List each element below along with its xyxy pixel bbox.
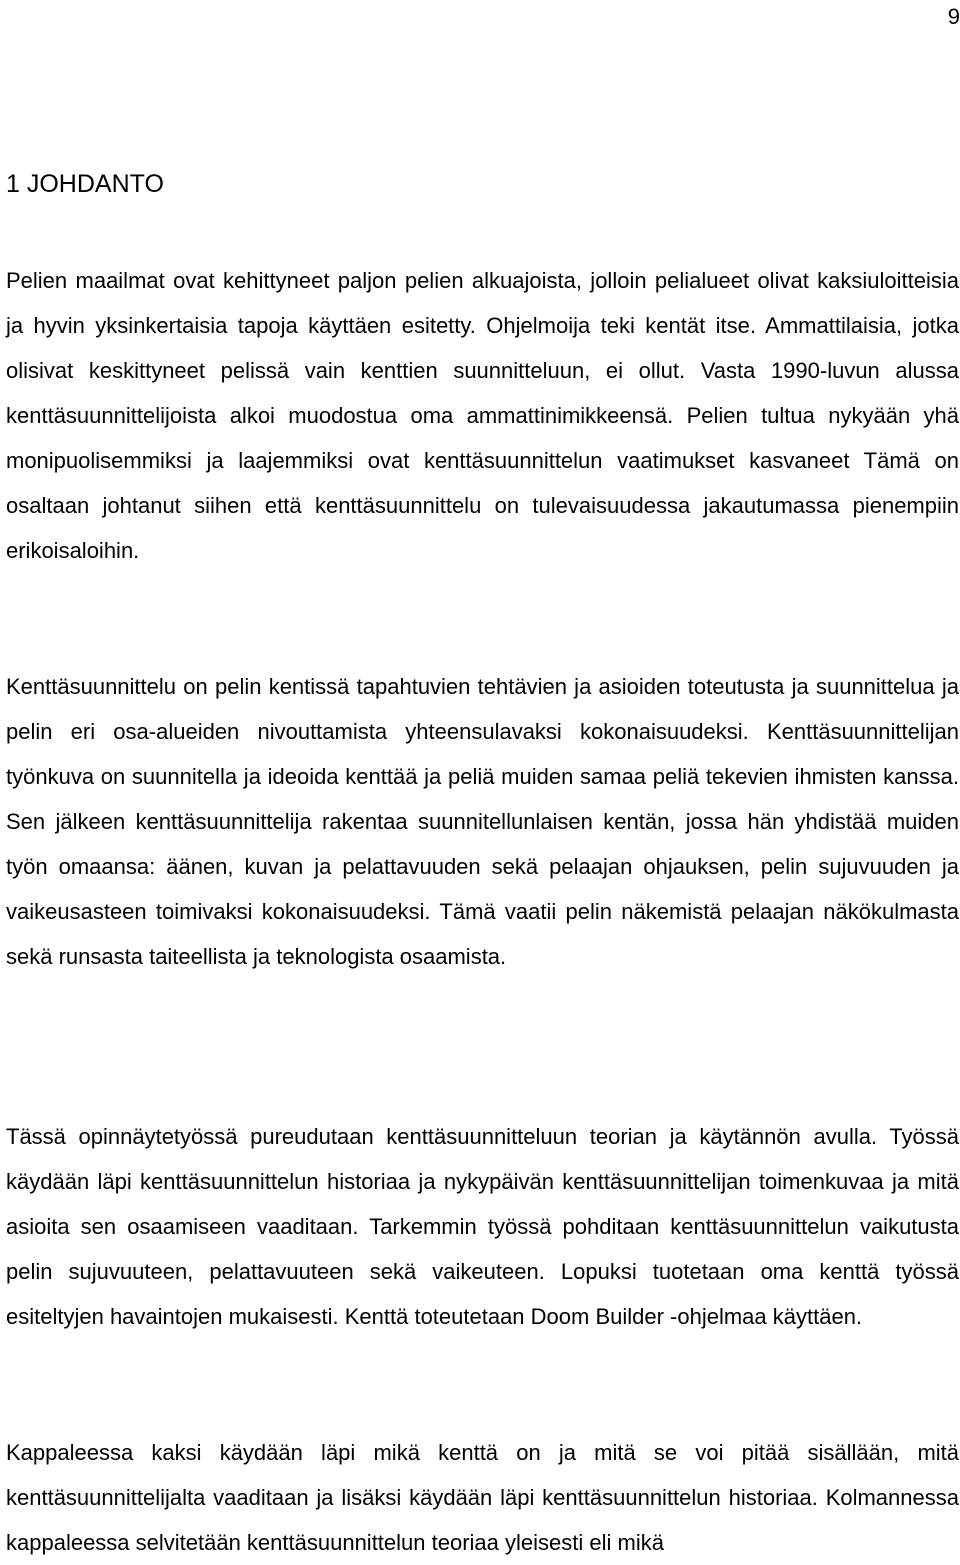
chapter-heading: 1 JOHDANTO bbox=[6, 170, 164, 198]
paragraph-intro: Pelien maailmat ovat kehittyneet paljon pelien alkuajoista, jolloin pelialueet olivat kaksiuloitteisia ja hyvin yksinkertaisia tapoja käyttäen esitetty. Ohjelmoija teki kentät itse. Ammattilaisia, jotka olisivat keskittyneet pelissä vain kenttien suunnitteluun, ei ollut. Vasta 1990-luvun alussa kenttäsuunnittelijoista alkoi muodostua oma ammattinimikkeensä. Pelien tultua nykyään yhä monipuolisemmiksi ja laajemmiksi ovat kenttäsuunnittelun vaatimukset kasvaneet Tämä on osaltaan johtanut siihen että kenttäsuunnittelu on tulevaisuudessa jakautumassa pienempiin erikoisaloihin. bbox=[6, 268, 959, 563]
paragraph-thesis-scope: Tässä opinnäytetyössä pureudutaan kenttäsuunnitteluun teorian ja käytännön avulla. Työssä käydään läpi kenttäsuunnittelun historiaa ja nykypäivän kenttäsuunnittelijan toimenkuvaa ja mitä asioita sen osaamiseen vaaditaan. Tarkemmin työssä pohditaan kenttäsuunnittelun vaikutusta pelin sujuvuuteen, pelattavuuteen sekä vaikeuteen. Lopuksi tuotetaan oma kenttä työssä esiteltyjen havaintojen mukaisesti. Kenttä toteutetaan Doom Builder -ohjelmaa käyttäen. bbox=[6, 1124, 959, 1329]
paragraph-chapter-outline: Kappaleessa kaksi käydään läpi mikä kenttä on ja mitä se voi pitää sisällään, mitä kenttäsuunnittelijalta vaaditaan ja lisäksi käydään läpi kenttäsuunnittelun historiaa. Kolmannessa kappaleessa selvitetään kenttäsuunnittelun teoriaa yleisesti eli mikä bbox=[6, 1440, 959, 1555]
paragraph-level-design-definition: Kenttäsuunnittelu on pelin kentissä tapahtuvien tehtävien ja asioiden toteutusta ja suunnittelua ja pelin eri osa-alueiden nivouttamista yhteensulavaksi kokonaisuudeksi. Kenttäsuunnittelijan työnkuva on suunnitella ja ideoida kenttää ja peliä muiden samaa peliä tekevien ihmisten kanssa. Sen jälkeen kenttäsuunnittelija rakentaa suunnitellunlaisen kentän, jossa hän yhdistää muiden työn omaansa: äänen, kuvan ja pelattavuuden sekä pelaajan ohjauksen, pelin sujuvuuden ja vaikeusasteen toimivaksi kokonaisuudeksi. Tämä vaatii pelin näkemistä pelaajan näkökulmasta sekä runsasta taiteellista ja teknologista osaamista. bbox=[6, 674, 959, 969]
page-number: 9 bbox=[947, 4, 960, 29]
